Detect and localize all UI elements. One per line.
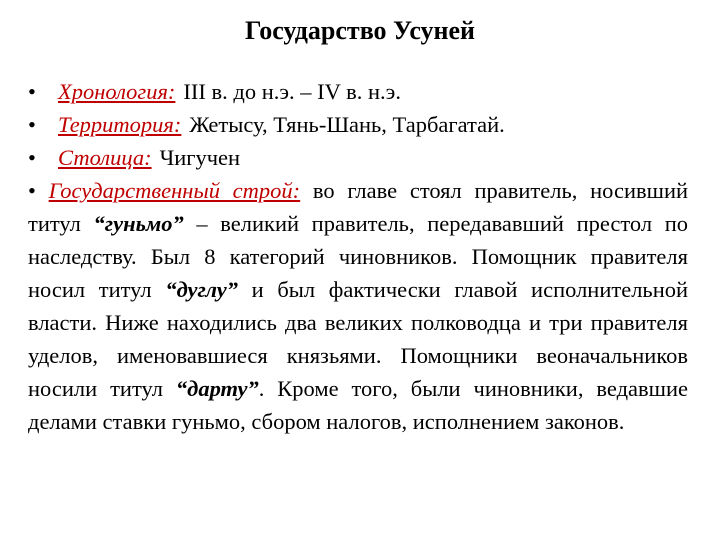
item-label-capital: Столица: xyxy=(58,145,152,170)
item-text-territory: Жетысу, Тянь-Шань, Тарбагатай. xyxy=(189,112,505,137)
body-text-4: . Кроме того, были чиновники, ведавшие делами ставки гуньмо, сбором налогов, исполнением законов. xyxy=(28,376,688,434)
body-text-3: и был фактически главой исполнительной власти. Ниже находились два великих полководца и три правителя уделов, именовавшиеся князьями. Помощники веоначальников носили титул xyxy=(28,277,689,401)
item-label-government: Государственный строй: xyxy=(48,178,301,203)
term-gunmo: “гуньмо” xyxy=(93,211,184,236)
slide-content xyxy=(28,75,688,438)
bullet-icon: • xyxy=(28,178,36,203)
bullet-item-capital xyxy=(28,141,688,174)
item-label-chronology: Хронология: xyxy=(58,79,176,104)
bullet-item-government xyxy=(28,174,688,438)
item-text-capital: Чигучен xyxy=(159,145,241,170)
term-dartu: “дарту” xyxy=(175,376,259,401)
bullet-item-chronology xyxy=(28,75,688,108)
term-duglu: “дуглу” xyxy=(165,277,238,302)
body-text-2: – великий правитель, передававший престол по наследству. Был 8 категорий чиновников. Помощник правителя носил титул xyxy=(28,211,689,302)
item-text-chronology: III в. до н.э. – IV в. н.э. xyxy=(183,79,401,104)
bullet-icon: • xyxy=(28,112,36,137)
bullet-icon: • xyxy=(28,79,36,104)
item-label-territory: Территория: xyxy=(58,112,182,137)
bullet-icon: • xyxy=(28,145,36,170)
bullet-item-territory xyxy=(28,108,688,141)
body-text-1: носивший титул xyxy=(28,178,689,236)
item-text-government: во главе стоял правитель, xyxy=(312,178,578,203)
slide-title: Государство Усуней xyxy=(244,16,476,45)
